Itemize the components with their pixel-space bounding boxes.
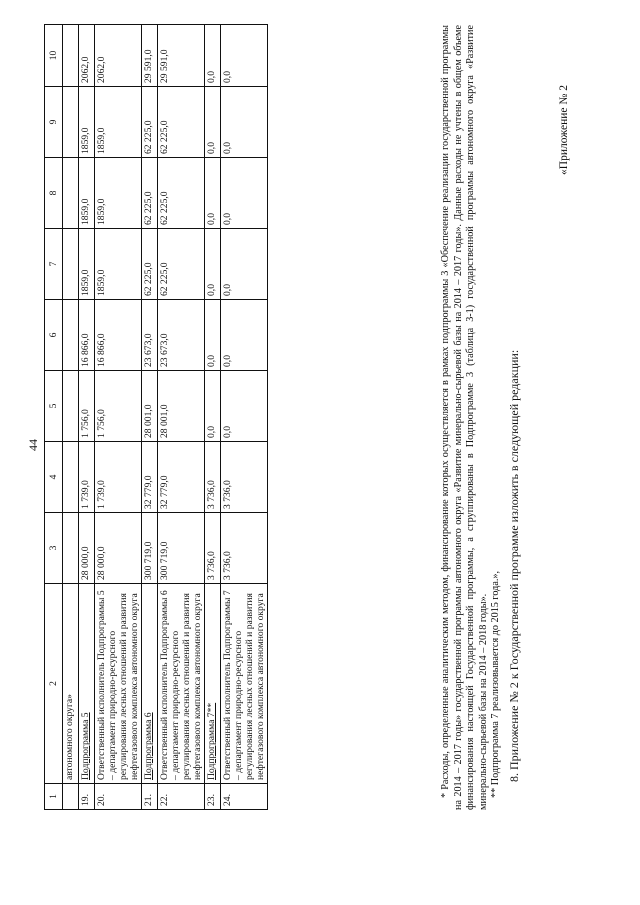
financing-table (44, 24, 268, 810)
footnote-subprogram-7: ** Подпрограмма 7 реализовывается до 2015 года.», (490, 570, 501, 798)
header-cell: 5 (45, 371, 63, 442)
row-number: 21. (142, 784, 158, 810)
value-cell: 0,0 (221, 371, 268, 442)
value-cell (63, 513, 79, 584)
value-cell: 3 736,0 (221, 442, 268, 513)
value-cell: 0,0 (205, 229, 221, 300)
value-cell: 16 866,0 (79, 300, 95, 371)
table-row (158, 25, 205, 810)
header-cell: 9 (45, 87, 63, 158)
value-cell: 1859,0 (95, 158, 142, 229)
value-cell (63, 158, 79, 229)
header-cell: 6 (45, 300, 63, 371)
value-cell: 3 736,0 (205, 513, 221, 584)
header-cell: 4 (45, 442, 63, 513)
table-row (221, 25, 268, 810)
value-cell: 62 225,0 (158, 229, 205, 300)
row-label: Ответственный исполнитель Подпрограммы 6 – департамент природно-ресурсного регулирования лесных отношений и развития нефтегазового комплекса автономного округа (158, 584, 205, 784)
value-cell: 1 739,0 (79, 442, 95, 513)
table-row (79, 25, 95, 810)
value-cell: 0,0 (205, 158, 221, 229)
value-cell: 2062,0 (95, 25, 142, 87)
value-cell: 0,0 (221, 229, 268, 300)
table-row (95, 25, 142, 810)
row-number: 24. (221, 784, 268, 810)
header-cell: 8 (45, 158, 63, 229)
row-label: Ответственный исполнитель Подпрограммы 5 – департамент природно-ресурсного регулирования лесных отношений и развития нефтегазового комплекса автономного округа (95, 584, 142, 784)
value-cell (63, 442, 79, 513)
value-cell: 0,0 (205, 300, 221, 371)
value-cell: 32 779,0 (158, 442, 205, 513)
value-cell: 28 000,0 (79, 513, 95, 584)
header-cell: 1 (45, 784, 63, 810)
row-label: Подпрограмма 6 (142, 584, 158, 784)
value-cell (63, 229, 79, 300)
value-cell: 0,0 (221, 158, 268, 229)
value-cell: 2062,0 (79, 25, 95, 87)
value-cell: 29 591,0 (142, 25, 158, 87)
value-cell: 62 225,0 (142, 87, 158, 158)
value-cell: 300 719,0 (142, 513, 158, 584)
row-number (63, 784, 79, 810)
row-label: Ответственный исполнитель Подпрограммы 7 – департамент природно-ресурсного регулирования лесных отношений и развития нефтегазового комплекса автономного округа (221, 584, 268, 784)
value-cell: 62 225,0 (142, 158, 158, 229)
value-cell: 0,0 (205, 87, 221, 158)
notes-block (440, 25, 522, 810)
appendix-heading: «Приложение № 2 (558, 85, 570, 175)
value-cell: 1859,0 (95, 87, 142, 158)
value-cell (63, 371, 79, 442)
value-cell: 23 673,0 (142, 300, 158, 371)
value-cell (63, 300, 79, 371)
value-cell: 0,0 (221, 25, 268, 87)
value-cell: 3 736,0 (221, 513, 268, 584)
value-cell: 0,0 (221, 87, 268, 158)
value-cell: 62 225,0 (142, 229, 158, 300)
value-cell: 28 001,0 (158, 371, 205, 442)
value-cell: 1859,0 (79, 87, 95, 158)
value-cell: 3 736,0 (205, 442, 221, 513)
value-cell: 62 225,0 (158, 158, 205, 229)
value-cell: 1 756,0 (95, 371, 142, 442)
header-cell: 2 (45, 584, 63, 784)
value-cell: 1859,0 (79, 158, 95, 229)
row-label: Подпрограмма 5 (79, 584, 95, 784)
value-cell: 28 000,0 (95, 513, 142, 584)
item-8-text: 8. Приложение № 2 к Государственной программе изложить в следующей редакции: (506, 349, 521, 782)
value-cell: 1859,0 (95, 229, 142, 300)
value-cell: 0,0 (221, 300, 268, 371)
row-number: 22. (158, 784, 205, 810)
table-row (63, 25, 79, 810)
header-cell: 7 (45, 229, 63, 300)
table-body (63, 25, 268, 810)
value-cell: 0,0 (205, 25, 221, 87)
value-cell: 1859,0 (79, 229, 95, 300)
table-header-row (45, 25, 63, 810)
value-cell: 62 225,0 (158, 87, 205, 158)
header-cell: 10 (45, 25, 63, 87)
value-cell: 23 673,0 (158, 300, 205, 371)
row-number: 20. (95, 784, 142, 810)
value-cell: 32 779,0 (142, 442, 158, 513)
row-number: 23. (205, 784, 221, 810)
table-row (205, 25, 221, 810)
value-cell: 28 001,0 (142, 371, 158, 442)
value-cell (63, 25, 79, 87)
value-cell: 29 591,0 (158, 25, 205, 87)
page-number: 44 (26, 439, 40, 451)
value-cell: 300 719,0 (158, 513, 205, 584)
row-label: автономного округа» (63, 584, 79, 784)
row-number: 19. (79, 784, 95, 810)
table-row (142, 25, 158, 810)
footnote-analytic-method: * Расходы, определенные аналитическим методом, финансирование которых осуществляется в рамках подпрограммы 3 «Обеспечение реализации государственной программы на 2014 – 2017 годы» государственной программы автономного округа «Развитие минерально-сырьевой базы на 2014 – 2017 годы». Данные расходы не учтены в общем объеме финансирования настоящей Государственной программы, а сгруппированы в Подпрограмме 3 (таблица 3-1) государственной программы автономного округа «Развитие минерально-сырьевой базы на 2014 – 2018 годы». (440, 25, 489, 810)
value-cell: 0,0 (205, 371, 221, 442)
value-cell: 1 756,0 (79, 371, 95, 442)
value-cell (63, 87, 79, 158)
value-cell: 1 739,0 (95, 442, 142, 513)
value-cell: 16 866,0 (95, 300, 142, 371)
header-cell: 3 (45, 513, 63, 584)
row-label: Подпрограмма 7** (205, 584, 221, 784)
